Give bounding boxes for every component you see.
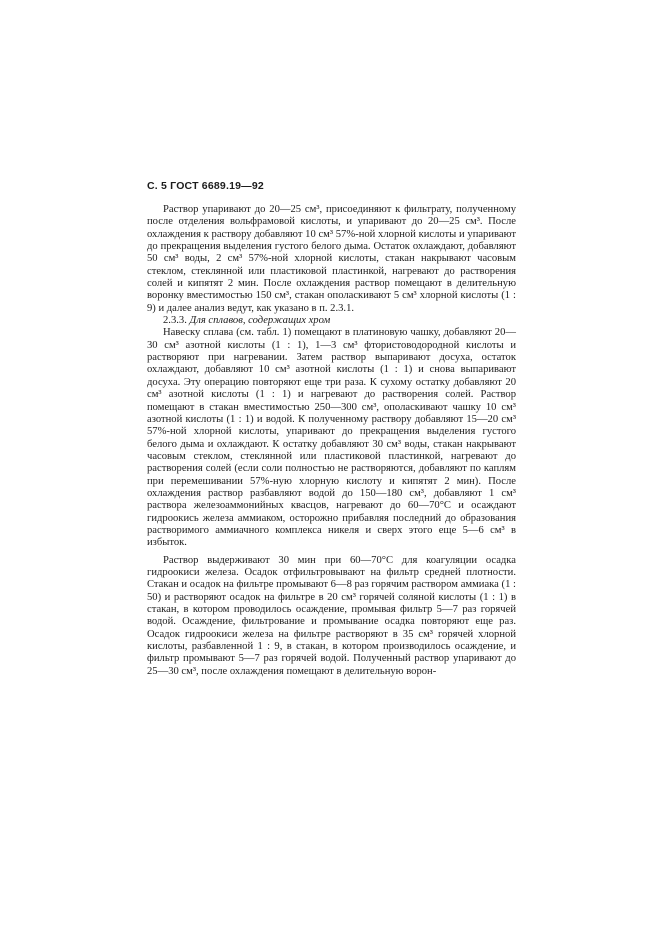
paragraph-coagulation: Раствор выдерживают 30 мин при 60—70°С для коагуляции осадка гидроокиси железа. Осадок отфильтровывают на фильтр средней плотности. Стакан и осадок на фильтре промывают 6—8 раз горячим раствором аммиака (1 : 50) и растворяют осадок на фильтре в 20 см³ горячей соляной кислоты (1 : 1) в стакан, в котором проводилось осаждение, промывая фильтр 5—7 раз горячей водой. Осаждение, фильтрование и промывание осадка повторяют еще раз. Осадок гидроокиси железа на фильтре растворяют в 35 см³ горячей хлорной кислоты, разбавленной 1 : 9, в стакан, в котором производилось осаждение, и фильтр промывают 5—7 раз горячей водой. Полученный раствор упаривают до 25—30 см³, после охлаждения помещают в делительную ворон-	[147, 554, 516, 677]
body-text	[147, 204, 516, 678]
section-title: Для сплавов, содержащих хром	[189, 315, 331, 327]
section-number: 2.3.3.	[163, 315, 187, 327]
paragraph-chromium-alloys: Навеску сплава (см. табл. 1) помещают в платиновую чашку, добавляют 20—30 см³ азотной кислоты (1 : 1), 1—3 см³ фтористоводородной кислоты и растворяют при нагревании. Затем раствор выпаривают досуха, остаток охлаждают, добавляют 10 см³ азотной кислоты (1 : 1) и снова выпаривают досуха. Эту операцию повторяют еще три раза. К сухому остатку добавляют 20 см³ азотной кислоты (1 : 1) и нагревают до растворения солей. Раствор помещают в стакан вместимостью 250—300 см³, ополаскивают чашку 10 см³ азотной кислоты (1 : 1) и водой. К полученному раствору добавляют 15—20 см³ 57%-ной хлорной кислоты, упаривают до прекращения выделения густого белого дыма и охлаждают. К остатку добавляют 30 см³ воды, стакан накрывают часовым стеклом, стеклянной или пластиковой пластинкой, нагревают до растворения солей (если соли полностью не растворяются, добавляют по каплям при перемешивании 57%-ную хлорную кислоту и кипятят 2 мин). После охлаждения раствор разбавляют водой до 150—180 см³, добавляют 1 см³ раствора железоаммонийных квасцов, нагревают до 60—70°С и осаждают гидроокись железа аммиаком, осторожно прибавляя последний до образования растворимого аммиачного комплекса никеля и сверх этого еще 5—6 см³ в избыток.	[147, 327, 516, 549]
paragraph-dissolution: Раствор упаривают до 20—25 см³, присоединяют к фильтрату, полученному после отделения вольфрамовой кислоты, и упаривают до 20—25 см³. После охлаждения к раствору добавляют 10 см³ 57%-ной хлорной кислоты и упаривают до прекращения выделения густого белого дыма. Остаток охлаждают, добавляют 50 см³ воды, 2 см³ 57%-ной хлорной кислоты, стакан накрывают часовым стеклом, стеклянной или пластиковой пластинкой, нагревают до растворения солей и кипятят 2 мин. После охлаждения раствор помещают в делительную воронку вместимостью 150 см³, стакан ополаскивают 5 см³ хлорной кислоты (1 : 9) и далее анализ ведут, как указано в п. 2.3.1.	[147, 204, 516, 314]
page-header: С. 5 ГОСТ 6689.19—92	[147, 180, 264, 192]
section-heading	[147, 315, 516, 327]
